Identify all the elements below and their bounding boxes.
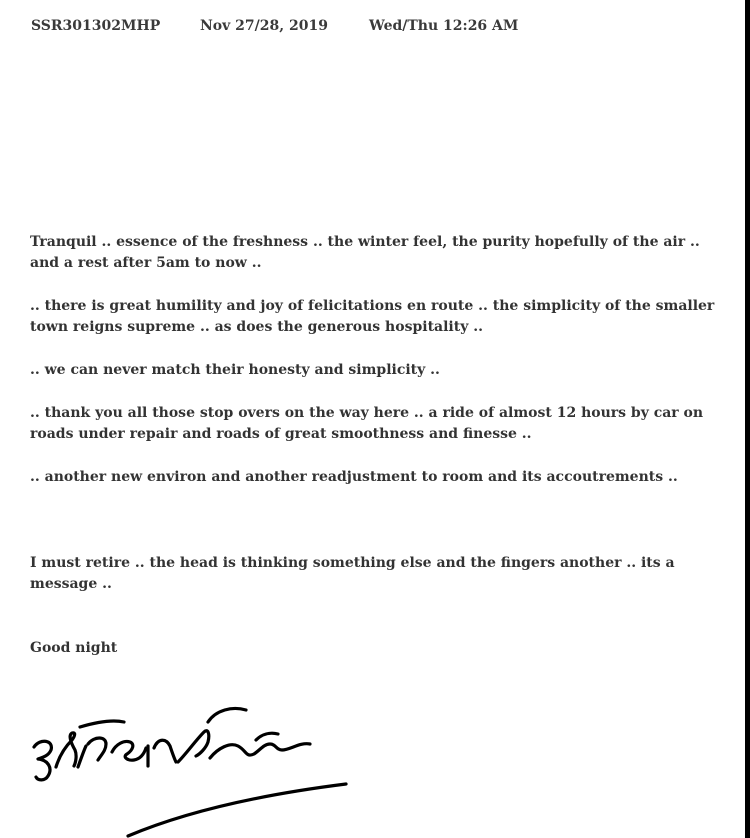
paragraph-honesty: .. we can never match their honesty and simplicity .. (30, 362, 440, 378)
document-id: SSR301302MHP (31, 18, 161, 34)
paragraph-humility: .. there is great humility and joy of felicitations en route .. the simplicity of the smaller town reigns supreme .. as does the generous hospitality .. (30, 298, 715, 335)
paragraph-new-environ: .. another new environ and another readjustment to room and its accoutrements .. (30, 469, 678, 485)
document-time: Wed/Thu 12:26 AM (369, 18, 519, 34)
paragraph-tranquil: Tranquil .. essence of the freshness .. the winter feel, the purity hopefully of the air .. and a rest after 5am to now .. (30, 234, 700, 271)
handwritten-signature (20, 680, 380, 838)
document-date: Nov 27/28, 2019 (200, 18, 328, 34)
paragraph-retire: I must retire .. the head is thinking something else and the fingers another .. its a message .. (30, 555, 675, 592)
page-right-border (745, 0, 750, 838)
closing-good-night: Good night (30, 640, 118, 656)
paragraph-thank-you: .. thank you all those stop overs on the way here .. a ride of almost 12 hours by car on roads under repair and roads of great smoothness and finesse .. (30, 405, 704, 442)
